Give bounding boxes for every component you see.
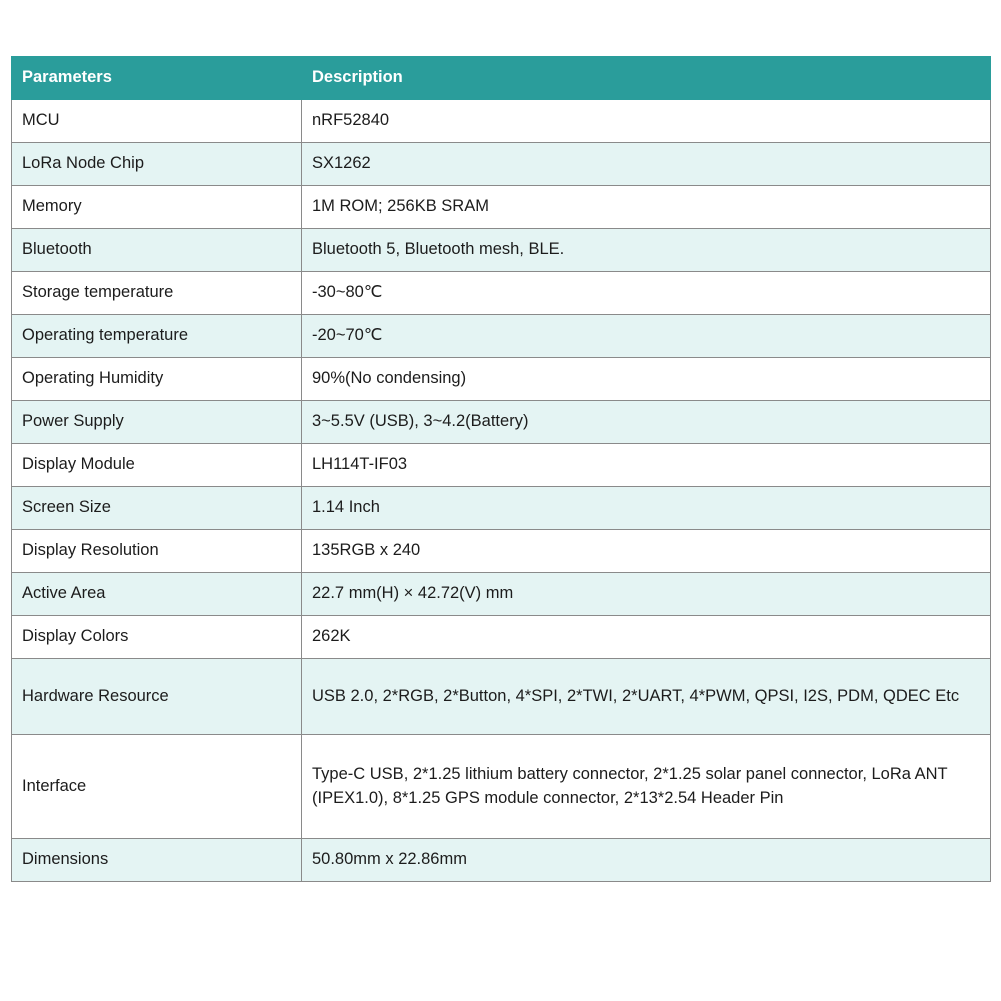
cell-parameter: Power Supply	[12, 401, 302, 444]
cell-description: 1.14 Inch	[302, 487, 991, 530]
cell-description: 3~5.5V (USB), 3~4.2(Battery)	[302, 401, 991, 444]
table-header-row	[12, 57, 991, 100]
specification-table-container	[11, 56, 990, 882]
cell-parameter: Screen Size	[12, 487, 302, 530]
column-header-parameters: Parameters	[12, 57, 302, 100]
cell-parameter: Memory	[12, 186, 302, 229]
cell-parameter: Dimensions	[12, 839, 302, 882]
table-row	[12, 186, 991, 229]
cell-parameter: Display Module	[12, 444, 302, 487]
cell-parameter: Hardware Resource	[12, 659, 302, 735]
cell-description: -20~70℃	[302, 315, 991, 358]
table-row	[12, 229, 991, 272]
table-row	[12, 100, 991, 143]
cell-description: 50.80mm x 22.86mm	[302, 839, 991, 882]
cell-parameter: Interface	[12, 735, 302, 839]
cell-description: LH114T-IF03	[302, 444, 991, 487]
cell-description: 90%(No condensing)	[302, 358, 991, 401]
table-header	[12, 57, 991, 100]
cell-parameter: Storage temperature	[12, 272, 302, 315]
cell-parameter: LoRa Node Chip	[12, 143, 302, 186]
specification-table	[11, 56, 991, 882]
cell-description: SX1262	[302, 143, 991, 186]
cell-description: 22.7 mm(H) × 42.72(V) mm	[302, 573, 991, 616]
table-row	[12, 358, 991, 401]
table-row	[12, 616, 991, 659]
table-row	[12, 530, 991, 573]
table-row	[12, 659, 991, 735]
cell-parameter: Active Area	[12, 573, 302, 616]
cell-description: Type-C USB, 2*1.25 lithium battery connector, 2*1.25 solar panel connector, LoRa ANT (IPEX1.0), 8*1.25 GPS module connector, 2*13*2.54 Header Pin	[302, 735, 991, 839]
cell-parameter: Bluetooth	[12, 229, 302, 272]
cell-description: -30~80℃	[302, 272, 991, 315]
table-row	[12, 401, 991, 444]
table-row	[12, 272, 991, 315]
table-row	[12, 143, 991, 186]
table-row	[12, 735, 991, 839]
table-row	[12, 315, 991, 358]
cell-parameter: MCU	[12, 100, 302, 143]
cell-description: 262K	[302, 616, 991, 659]
cell-description: 1M ROM; 256KB SRAM	[302, 186, 991, 229]
table-row	[12, 573, 991, 616]
cell-description: 135RGB x 240	[302, 530, 991, 573]
cell-parameter: Operating temperature	[12, 315, 302, 358]
table-row	[12, 487, 991, 530]
cell-description: nRF52840	[302, 100, 991, 143]
table-row	[12, 444, 991, 487]
cell-description: Bluetooth 5, Bluetooth mesh, BLE.	[302, 229, 991, 272]
table-row	[12, 839, 991, 882]
table-body	[12, 100, 991, 882]
cell-parameter: Display Resolution	[12, 530, 302, 573]
column-header-description: Description	[302, 57, 991, 100]
cell-parameter: Operating Humidity	[12, 358, 302, 401]
cell-parameter: Display Colors	[12, 616, 302, 659]
cell-description: USB 2.0, 2*RGB, 2*Button, 4*SPI, 2*TWI, 2*UART, 4*PWM, QPSI, I2S, PDM, QDEC Etc	[302, 659, 991, 735]
